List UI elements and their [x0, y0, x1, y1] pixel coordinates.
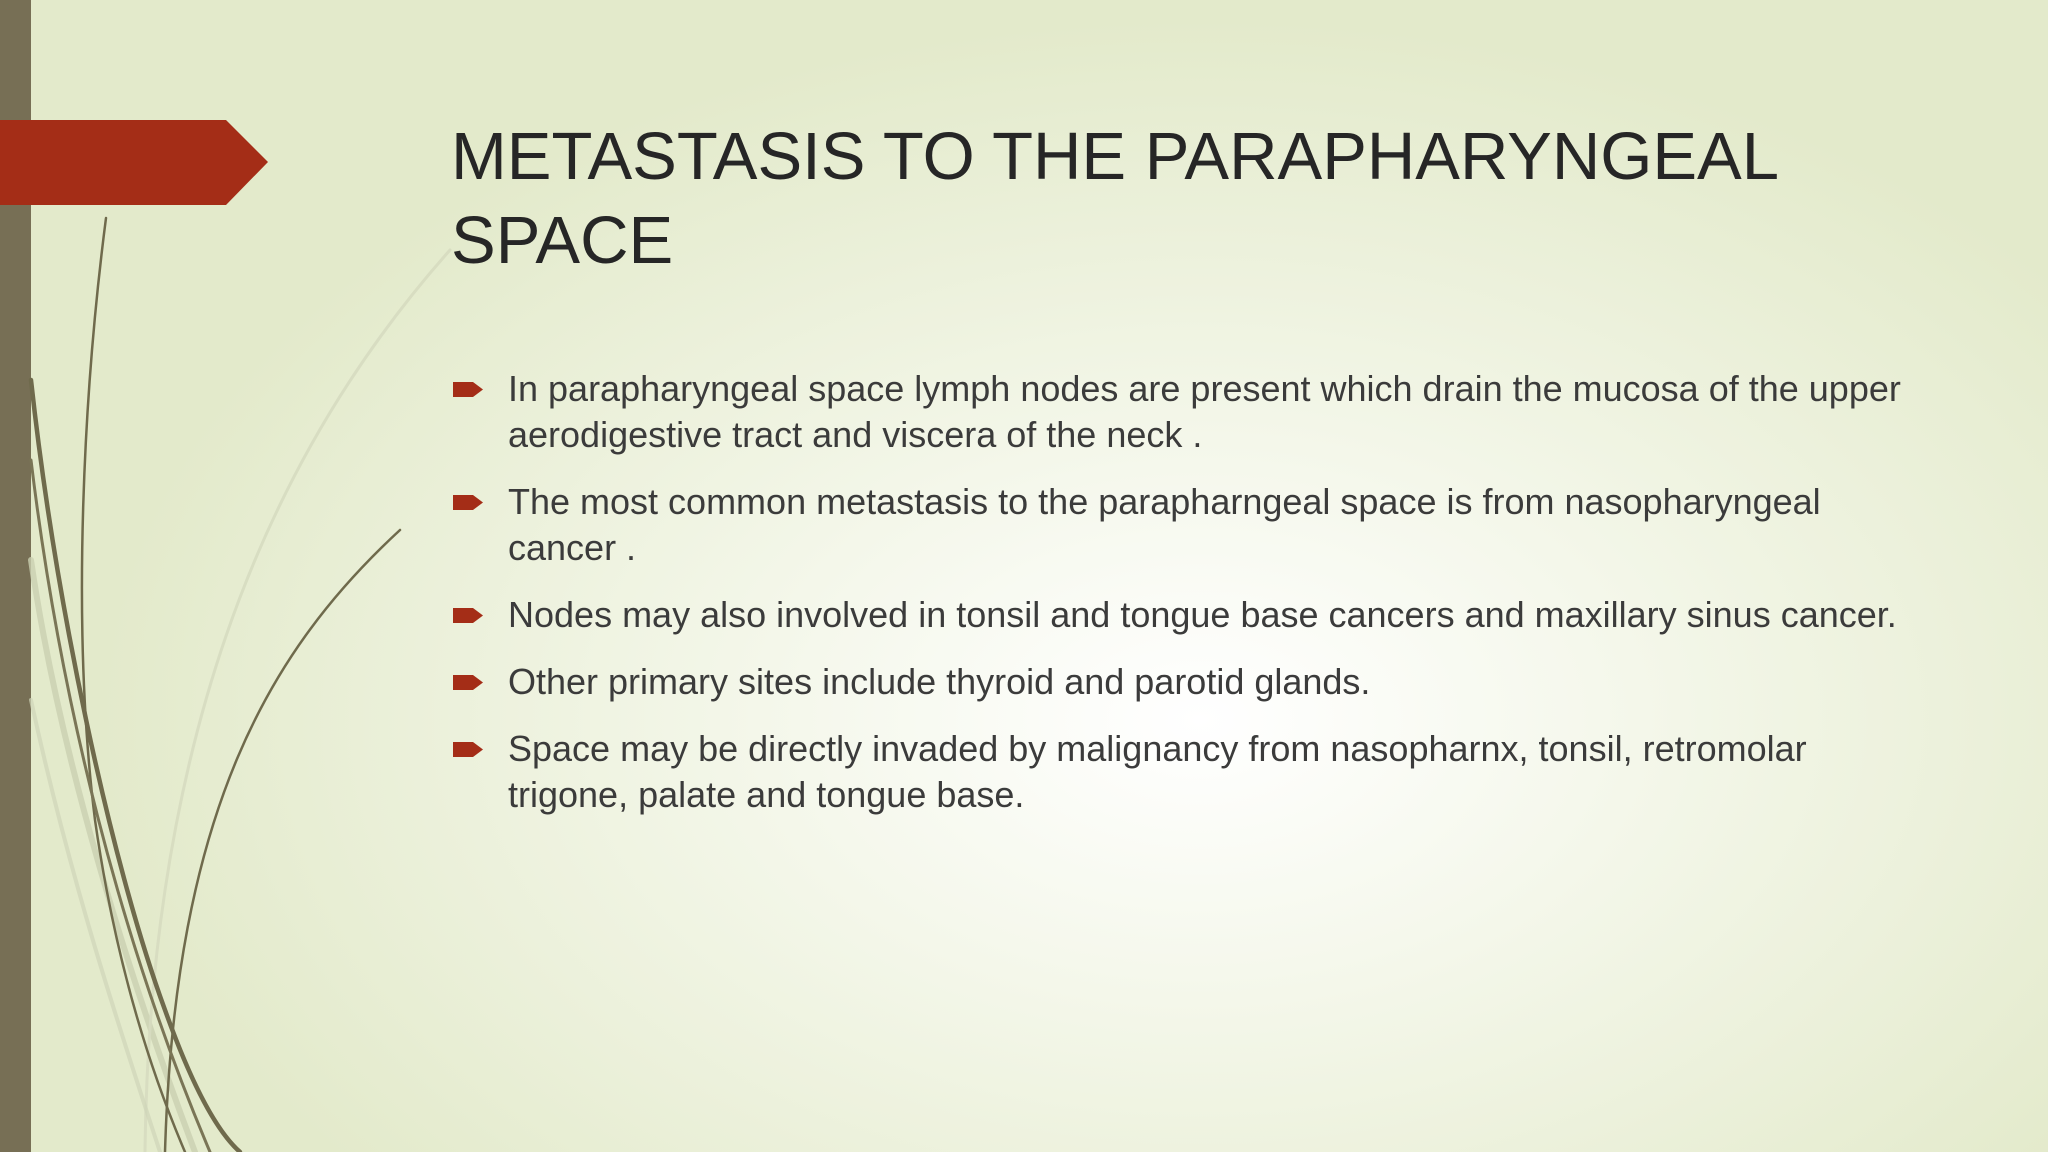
list-item [451, 659, 1931, 705]
bullet-text: The most common metastasis to the parapharngeal space is from nasopharyngeal cancer . [508, 481, 1821, 568]
bullet-text: Space may be directly invaded by malignancy from nasopharnx, tonsil, retromolar trigone, palate and tongue base. [508, 728, 1807, 815]
bullet-text: Nodes may also involved in tonsil and tongue base cancers and maxillary sinus cancer. [508, 594, 1897, 635]
bullet-list [451, 366, 1931, 839]
slide-title: METASTASIS TO THE PARAPHARYNGEAL SPACE [451, 119, 1777, 278]
arrow-bullet-icon [453, 382, 483, 397]
title-arrow-banner [0, 120, 268, 205]
arrow-bullet-icon [453, 608, 483, 623]
stem-1 [82, 218, 185, 1152]
list-item [451, 726, 1931, 818]
list-item [451, 479, 1931, 571]
arrow-bullet-icon [453, 495, 483, 510]
bullet-text: In parapharyngeal space lymph nodes are present which drain the mucosa of the upper aerodigestive tract and viscera of the neck . [508, 368, 1901, 455]
list-item [451, 366, 1931, 458]
stem-2 [31, 380, 240, 1152]
bullet-text: Other primary sites include thyroid and parotid glands. [508, 661, 1371, 702]
stem-3 [165, 530, 400, 1152]
list-item [451, 592, 1931, 638]
stem-faint-2 [145, 250, 450, 1152]
arrow-bullet-icon [453, 742, 483, 757]
arrow-bullet-icon [453, 675, 483, 690]
